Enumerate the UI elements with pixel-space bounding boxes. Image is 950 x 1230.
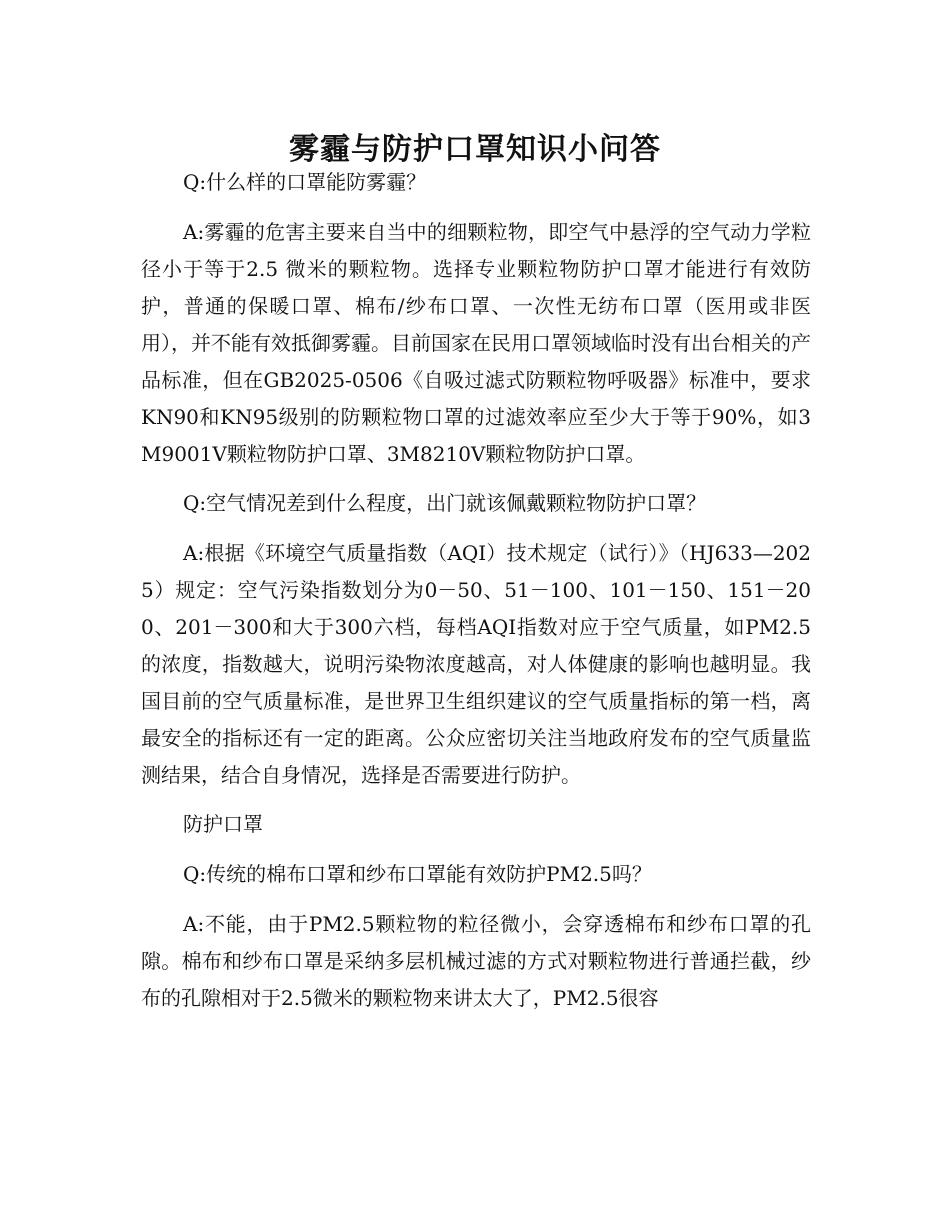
answer-paragraph: A:雾霾的危害主要来自当中的细颗粒物，即空气中悬浮的空气动力学粒径小于等于2.5 微米的颗粒物。选择专业颗粒物防护口罩才能进行有效防护，普通的保暖口罩、棉布/纱布口罩、一次性无纺布口罩（医用或非医用），并不能有效抵御雾霾。目前国家在民用口罩领域临时没有出台相关的产品标准，但在GB2025-0506《自吸过滤式防颗粒物呼吸器》标准中，要求KN90和KN95级别的防颗粒物口罩的过滤效率应至少大于等于90%，如3M9001V颗粒物防护口罩、3M8210V颗粒物防护口罩。 xyxy=(141,220,811,466)
question-paragraph: Q:空气情况差到什么程度，出门就该佩戴颗粒物防护口罩？ xyxy=(183,491,707,515)
document-title: 雾霾与防护口罩知识小问答 xyxy=(289,132,661,168)
question-paragraph: Q:传统的棉布口罩和纱布口罩能有效防护PM2.5吗？ xyxy=(183,862,652,886)
answer-paragraph: A:根据《环境空气质量指数（AQI）技术规定（试行）》（HJ633—2025）规定：空气污染指数划分为0－50、51－100、101－150、151－200、201－300和大于300六档，每档AQI指数对应于空气质量，如PM2.5的浓度，指数越大，说明污染物浓度越高，对人体健康的影响也越明显。我国目前的空气质量标准，是世界卫生组织建议的空气质量指标的第一档，离最安全的指标还有一定的距离。公众应密切关注当地政府发布的空气质量监测结果，结合自身情况，选择是否需要进行防护。 xyxy=(141,541,811,787)
answer-paragraph: A:不能，由于PM2.5颗粒物的粒径微小，会穿透棉布和纱布口罩的孔隙。棉布和纱布口罩是采纳多层机械过滤的方式对颗粒物进行普通拦截，纱布的孔隙相对于2.5微米的颗粒物来讲太大了，PM2.5很容 xyxy=(141,912,811,1010)
section-heading: 防护口罩 xyxy=(183,812,263,836)
document-body xyxy=(141,164,811,1029)
question-paragraph: Q:什么样的口罩能防雾霾？ xyxy=(183,170,427,194)
